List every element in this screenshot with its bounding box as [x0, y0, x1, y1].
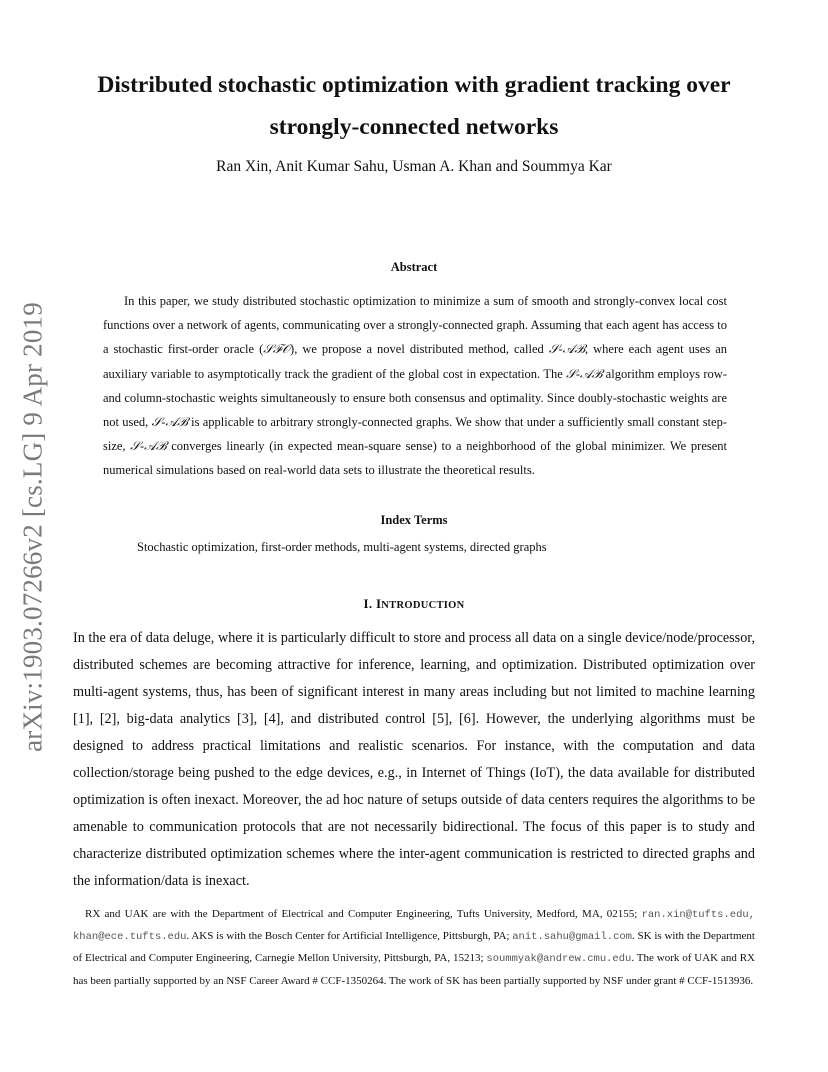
sab-symbol: 𝒮-𝒜ℬ: [151, 415, 188, 430]
abstract-text: [103, 289, 727, 483]
arxiv-identifier-text: arXiv:1903.07266v2 [cs.LG] 9 Apr 2019: [17, 302, 48, 752]
sab-symbol: 𝒮-𝒜ℬ: [130, 439, 167, 454]
section-title-initial: I: [375, 596, 382, 611]
footnote-separator: ,: [748, 909, 755, 921]
author-list: Ran Xin, Anit Kumar Sahu, Usman A. Khan and Soummya Kar: [216, 158, 612, 175]
email-ran-xin[interactable]: ran.xin@tufts.edu: [641, 909, 749, 921]
paper-title: Distributed stochastic optimization with gradient tracking over strongly-connected networks: [97, 72, 731, 140]
introduction-paragraph: In the era of data deluge, where it is particularly difficult to store and process all data on a single device/node/processor, distributed schemes are becoming attractive for inference, learning, and optimization. Distributed optimization over multi-agent systems, thus, has been of significant interest in many areas including but not limited to machine learning [1], [2], big-data analytics [3], [4], and distributed control [5], [6]. However, the underlying algorithms must be designed to address practical limitations and realistic scenarios. For instance, with the computation and data collection/storage being pushed to the edge devices, e.g., in Internet of Things (IoT), the data available for distributed optimization is often inexact. Moreover, the ad hoc nature of setups outside of data centers requires the algorithms to be amenable to communication protocols that are not necessarily bidirectional. The focus of this paper is to study and characterize distributed optimization schemes where the inter-agent communication is restricted to directed graphs and the information/data is inexact.: [73, 630, 755, 889]
abstract-segment: is applicable to arbitrary strongly-connected graphs. We show that under a sufficiently small constant step-size,: [103, 415, 727, 454]
abstract-segment: algorithm employs row- and column-stochastic weights simultaneously to ensure both consensus and optimality. Since doubly-stochastic weights are not used,: [103, 366, 727, 430]
abstract-segment: In this paper, we study distributed stochastic optimization to minimize a sum of smooth and strongly-convex local cost functions over a network of agents, communicating over a strongly-connected graph. Assuming that each agent has access to a stochastic first-order oracle (: [103, 294, 727, 357]
section-number: I.: [363, 596, 376, 611]
index-terms-list: Stochastic optimization, first-order methods, multi-agent systems, directed graphs: [137, 540, 547, 554]
abstract-segment: ), we propose a novel distributed method, called: [290, 342, 549, 357]
abstract-segment: converges linearly (in expected mean-square sense) to a neighborhood of the global minimizer. We present numerical simulations based on real-world data sets to illustrate the theoretical results.: [103, 439, 727, 478]
footnote-segment: . SK is with the Department of Electrical and Computer Engineering, Carnegie Mellon University, Pittsburgh, PA, 15213;: [73, 930, 755, 965]
email-anit-sahu[interactable]: anit.sahu@gmail.com: [512, 931, 632, 944]
email-soummyak[interactable]: soummyak@andrew.cmu.edu: [486, 953, 632, 966]
sab-symbol: 𝒮-𝒜ℬ: [548, 342, 585, 357]
sfo-symbol: 𝒮ℱ𝒪: [263, 342, 291, 357]
email-khan[interactable]: khan@ece.tufts.edu: [73, 931, 187, 944]
affiliation-footnote: [73, 904, 755, 992]
abstract-heading: Abstract: [390, 260, 438, 274]
index-terms-heading: Index Terms: [380, 513, 448, 527]
section-title-rest: NTRODUCTION: [381, 600, 465, 611]
sab-symbol: 𝒮-𝒜ℬ: [566, 366, 603, 381]
abstract-segment: , where each agent uses an auxiliary variable to asymptotically track the gradient of the global cost in expectation. The: [103, 342, 727, 381]
arxiv-identifier-stamp: [18, 292, 48, 762]
footnote-segment: . The work of UAK and RX has been partially supported by an NSF Career Award # CCF-1350264. The work of SK has been partially supported by NSF under grant # CCF-1513936.: [73, 952, 756, 987]
footnote-segment: . AKS is with the Bosch Center for Artificial Intelligence, Pittsburgh, PA;: [186, 930, 513, 943]
section-heading-introduction: [60, 596, 768, 612]
footnote-segment: RX and UAK are with the Department of Electrical and Computer Engineering, Tufts University, Medford, MA, 02155;: [85, 908, 642, 920]
